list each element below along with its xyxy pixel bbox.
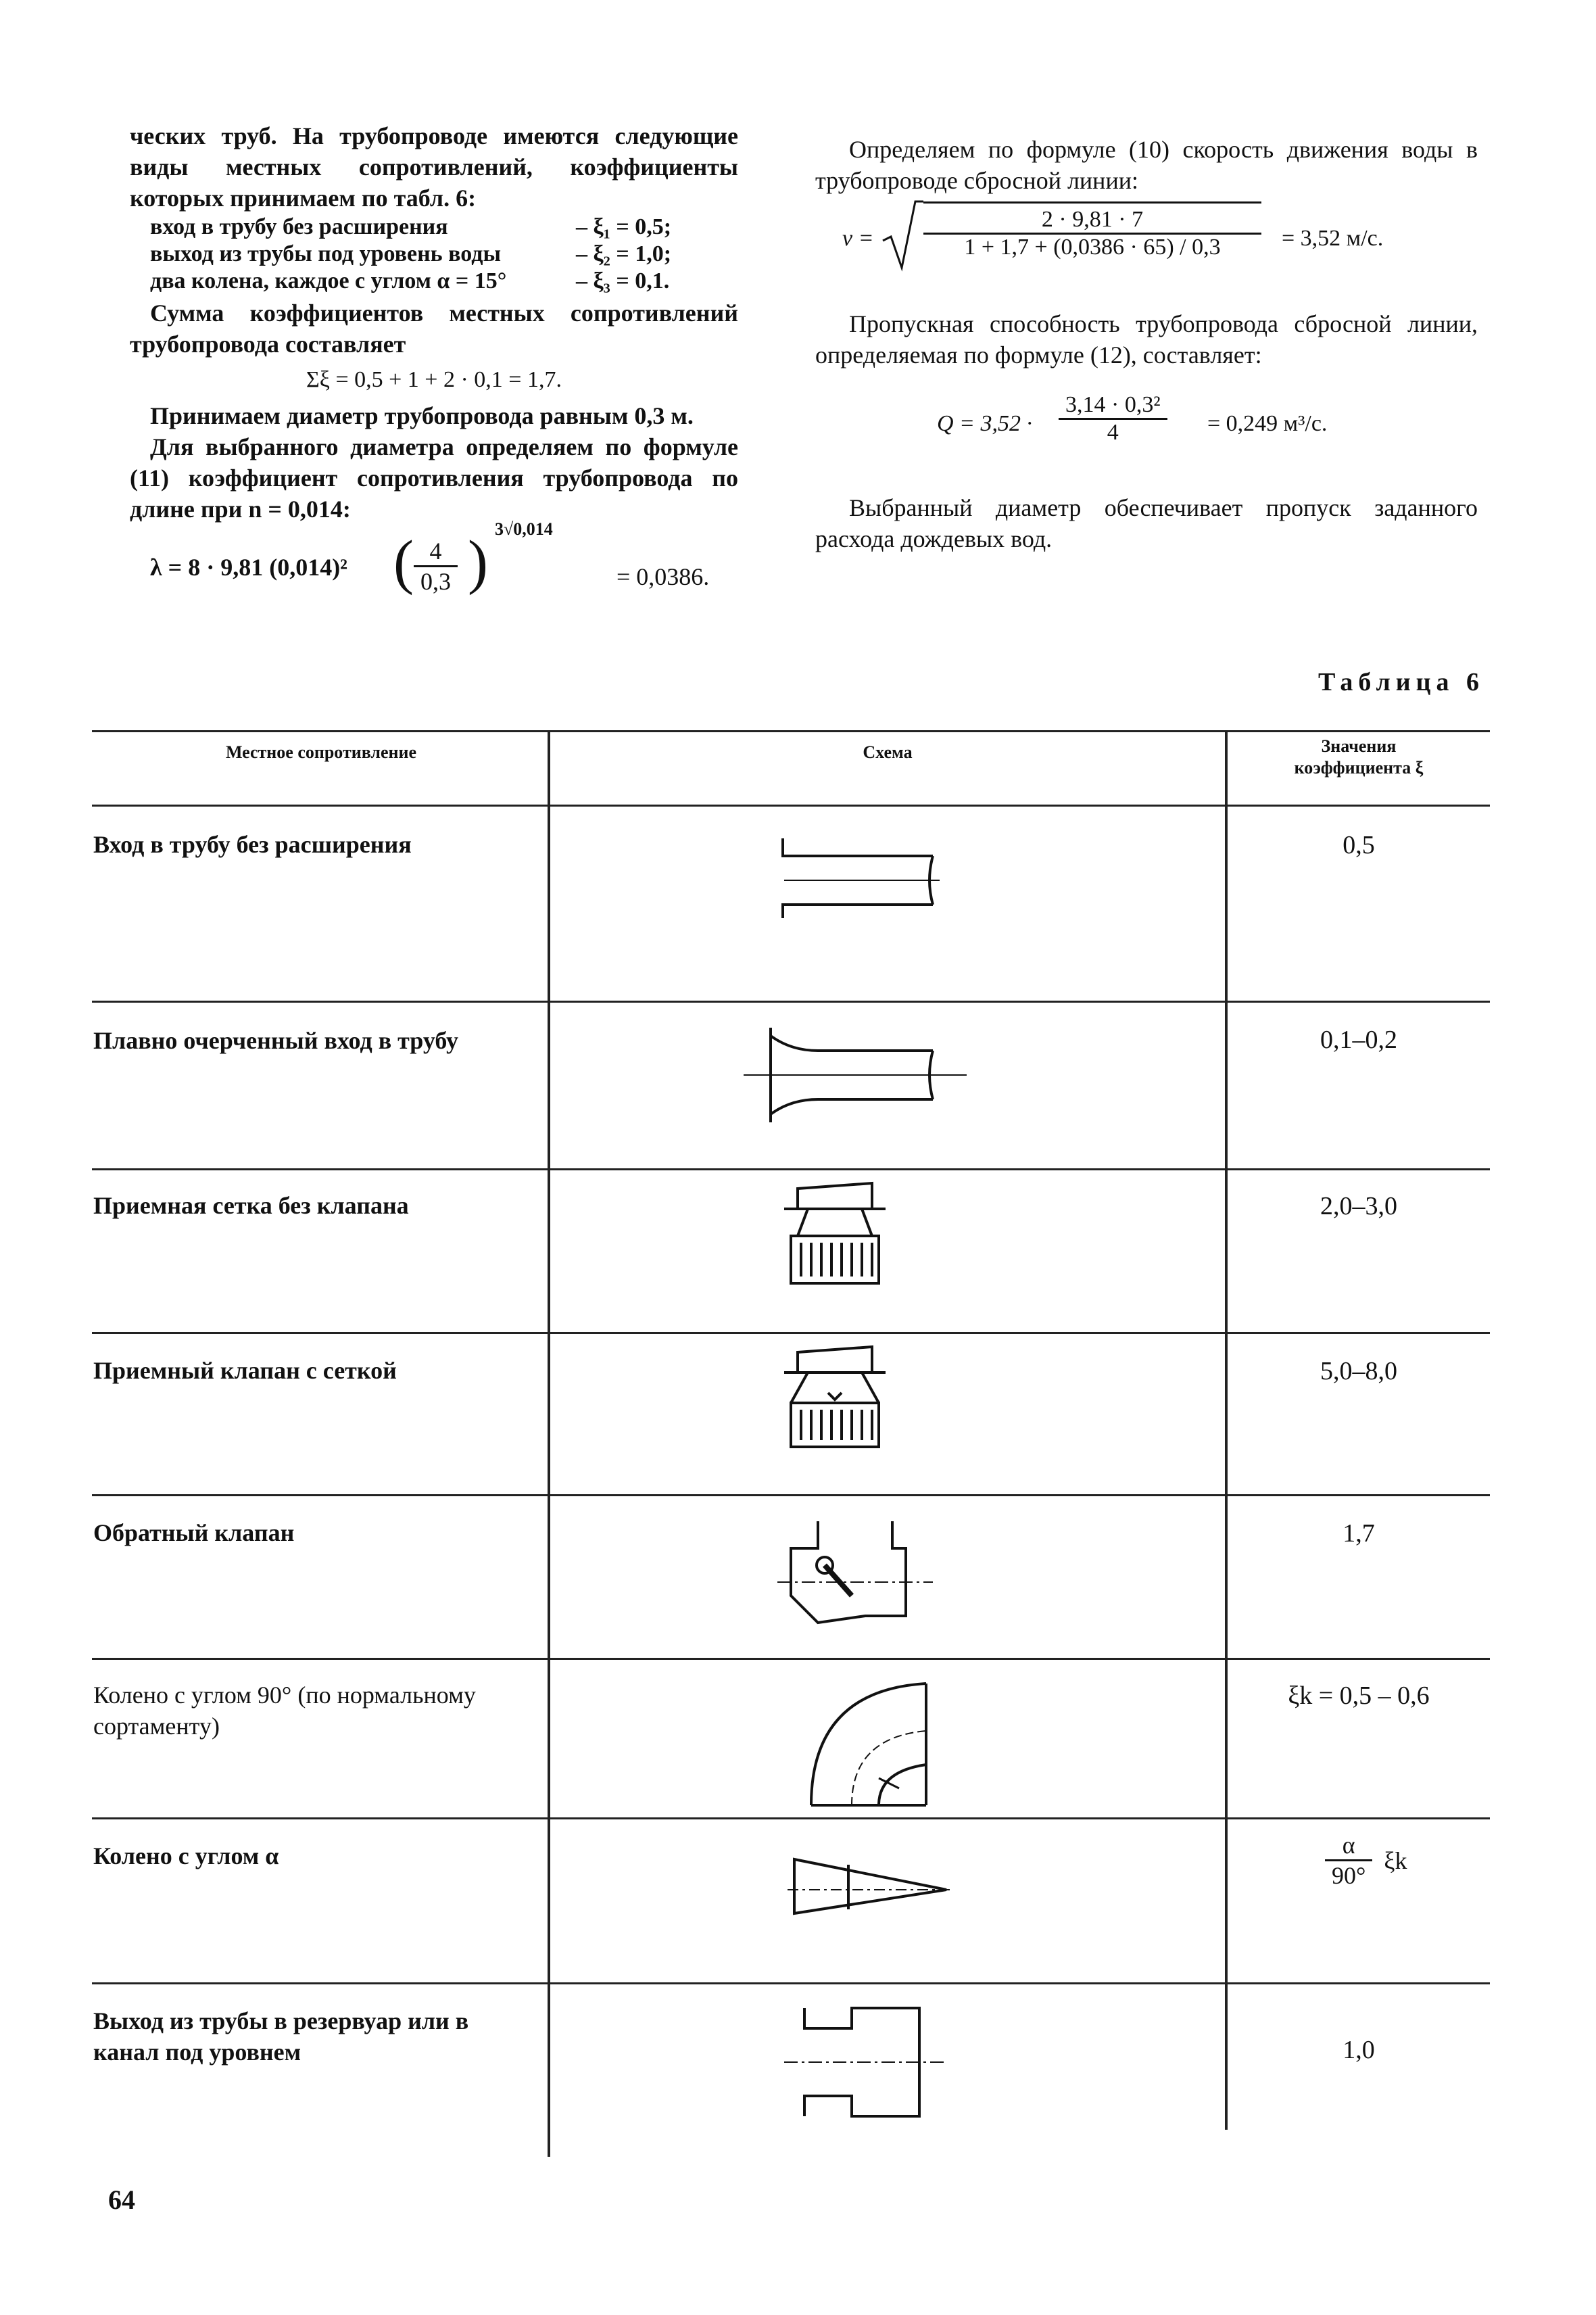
table-row-value: 2,0–3,0 [1320, 1192, 1397, 1220]
header-scheme: Схема [863, 742, 913, 762]
velocity-formula: v = $\frac{2 \cdot 9,81 \cdot 7}{1 + 1,7 + (0,0386 \cdot 65) / 0,3}$ = 3,52 м/с. [815, 200, 1478, 281]
scheme-check-valve [777, 1521, 933, 1636]
table-row-name: Плавно очерченный вход в трубу [93, 1027, 458, 1054]
scheme-intake-screen [771, 1182, 906, 1310]
table-caption: Таблица 6 [1318, 668, 1485, 696]
velocity-paragraph: Определяем по формуле (10) скорость движения воды в трубопроводе сбросной линии: [815, 136, 1478, 194]
table-row-name: Колено с углом α [93, 1842, 279, 1869]
table-divider-left [548, 730, 550, 2157]
table-row-value: 1,7 [1343, 1519, 1375, 1548]
conclusion-paragraph: Выбранный диаметр обеспечивает пропуск заданного расхода дождевых вод. [815, 494, 1478, 552]
row-separator [92, 1494, 1490, 1496]
table-row-name: Обратный клапан [93, 1519, 295, 1546]
velocity-fraction: $\frac{2 \cdot 9,81 \cdot 7}{1 + 1,7 + (0,0386 \cdot 65) / 0,3}$ [923, 207, 1261, 260]
table-divider-right [1225, 730, 1228, 2130]
table-row-value: 0,5 [1343, 831, 1375, 859]
intro-paragraph: ческих труб. На трубопроводе имеются следующие виды местных сопротивлений, коэффициенты которых принимаем по табл. 6: [130, 122, 738, 212]
row-separator [92, 1658, 1490, 1660]
scheme-elbow-90 [798, 1677, 946, 1812]
sum-formula: Σξ = 0,5 + 1 + 2 · 0,1 = 1,7. [306, 367, 562, 392]
left-column [130, 120, 738, 610]
table-row-value: 5,0–8,0 [1320, 1357, 1397, 1385]
lambda-fraction: $\frac{4}{0,3}$ [414, 537, 458, 596]
table-row-value: ξk = 0,5 – 0,6 [1288, 1681, 1430, 1710]
table-row-value: $\frac{\alpha}{90^\circ}$ ξk [1325, 1831, 1407, 1890]
table-row-name: Приемная сетка без клапана [93, 1192, 409, 1219]
capacity-formula: Q = 3,52 · $\frac{\text{3,14 · 0,3²}}{4}$ = 0,249 м³/с. [937, 392, 1328, 445]
row-separator [92, 1168, 1490, 1170]
table-row-value: 0,1–0,2 [1320, 1026, 1397, 1054]
page-number: 64 [108, 2185, 135, 2215]
row-separator [92, 1332, 1490, 1334]
diameter-paragraph: Принимаем диаметр трубопровода равным 0,3 м. [150, 402, 694, 429]
table-row-name: Приемный клапан с сеткой [93, 1357, 397, 1384]
header-name: Местное сопротивление [225, 742, 417, 762]
table-header-rule [92, 805, 1490, 807]
table-row-value: 1,0 [1343, 2036, 1375, 2064]
list-item: вход в трубу без расширения – ξ₁ = 0,5; [150, 214, 672, 239]
scheme-smooth-entry [744, 1028, 967, 1129]
list-item: два колена, каждое с углом α = 15° – ξ₃ = 0,1. [150, 268, 670, 293]
scheme-pipe-exit [784, 2001, 946, 2123]
sum-paragraph: Сумма коэффициентов местных сопротивлений трубопровода составляет [130, 300, 738, 358]
scheme-elbow-alpha [788, 1853, 957, 1927]
header-value: Значения коэффициента ξ [1294, 736, 1424, 778]
right-column [815, 134, 1478, 554]
sqrt-sign [883, 200, 923, 275]
table-top-rule [92, 730, 1490, 732]
alpha-fraction: $\frac{\alpha}{90^\circ}$ [1325, 1831, 1372, 1890]
row-separator [92, 1817, 1490, 1819]
table-row-name: Колено с углом 90° (по нормальному сортаменту) [93, 1681, 476, 1740]
scheme-intake-valve [771, 1345, 906, 1474]
table-row-name: Выход из трубы в резервуар или в канал под уровнем [93, 2007, 469, 2066]
row-separator [92, 1982, 1490, 1984]
scheme-pipe-entry [777, 838, 953, 926]
table-row-name: Вход в трубу без расширения [93, 831, 412, 858]
capacity-fraction: $\frac{\text{3,14 · 0,3²}}{4}$ [1059, 392, 1167, 446]
coefficient-list [150, 214, 738, 295]
row-separator [92, 1001, 1490, 1003]
list-item: выход из трубы под уровень воды – ξ₂ = 1,0; [150, 241, 672, 266]
lambda-formula: λ = 8 · 9,81 (0,014)² ( $\frac{4}{0,3}$ ) 3√0,014 = 0,0386. [150, 519, 710, 596]
capacity-paragraph: Пропускная способность трубопровода сбросной линии, определяемая по формуле (12), составляет: [815, 310, 1478, 368]
lambda-paragraph: Для выбранного диаметра определяем по формуле (11) коэффициент сопротивления трубопровода по длине при n = 0,014: [130, 433, 738, 523]
